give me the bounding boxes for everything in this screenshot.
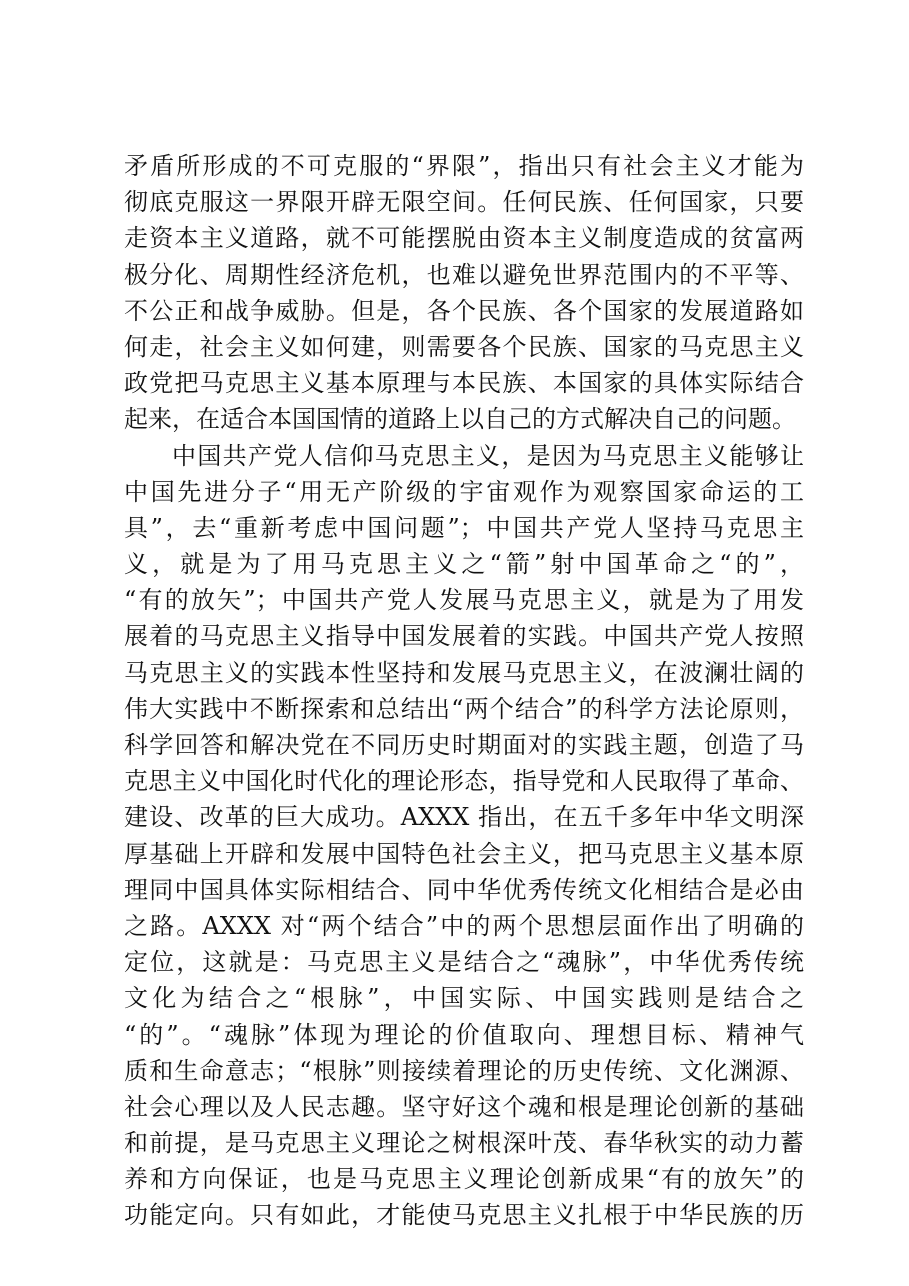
text-line: 功能定向。只有如此，才能使马克思主义扎根于中华民族的历	[124, 1201, 804, 1230]
text-line: 之路。AXXX 对“两个结合”中的两个思想层面作出了明确的	[124, 911, 804, 940]
body-text	[124, 148, 804, 1234]
text-line: 彻底克服这一界限开辟无限空间。任何民族、任何国家，只要	[124, 188, 804, 217]
text-line: 质和生命意志；“根脉”则接续着理论的历史传统、文化渊源、	[124, 1056, 804, 1085]
text-line: 不公正和战争威胁。但是，各个民族、各个国家的发展道路如	[124, 296, 804, 325]
text-line: 厚基础上开辟和发展中国特色社会主义，把马克思主义基本原	[124, 839, 804, 868]
text-line: 定位，这就是：马克思主义是结合之“魂脉”，中华优秀传统	[124, 948, 804, 977]
text-line: 矛盾所形成的不可克服的“界限”，指出只有社会主义才能为	[124, 152, 804, 180]
text-line: 政党把马克思主义基本原理与本民族、本国家的具体实际结合	[124, 369, 804, 398]
text-line: 具”，去“重新考虑中国问题”；中国共产党人坚持马克思主	[124, 513, 804, 542]
text-line: 建设、改革的巨大成功。AXXX 指出，在五千多年中华文明深	[124, 803, 804, 832]
text-line: 理同中国具体实际相结合、同中华优秀传统文化相结合是必由	[124, 875, 804, 904]
text-line: 文化为结合之“根脉”，中国实际、中国实践则是结合之	[124, 984, 804, 1013]
text-line: 走资本主义道路，就不可能摆脱由资本主义制度造成的贫富两	[124, 224, 804, 253]
text-line: 马克思主义的实践本性坚持和发展马克思主义，在波澜壮阔的	[124, 658, 804, 687]
text-line: “有的放矢”；中国共产党人发展马克思主义，就是为了用发	[124, 586, 804, 615]
text-line: “的”。“魂脉”体现为理论的价值取向、理想目标、精神气	[124, 1020, 804, 1049]
text-line: 伟大实践中不断探索和总结出“两个结合”的科学方法论原则，	[124, 694, 804, 723]
text-line: 展着的马克思主义指导中国发展着的实践。中国共产党人按照	[124, 622, 804, 651]
text-line: 中国先进分子“用无产阶级的宇宙观作为观察国家命运的工	[124, 477, 804, 506]
text-line: 科学回答和解决党在不同历史时期面对的实践主题，创造了马	[124, 731, 804, 759]
text-line: 何走，社会主义如何建，则需要各个民族、国家的马克思主义	[124, 332, 804, 361]
paragraph-start-line: 中国共产党人信仰马克思主义，是因为马克思主义能够让	[172, 441, 804, 470]
text-line: 义，就是为了用马克思主义之“箭”射中国革命之“的”，	[124, 550, 804, 579]
text-line: 克思主义中国化时代化的理论形态，指导党和人民取得了革命、	[124, 767, 804, 796]
text-line: 起来，在适合本国国情的道路上以自己的方式解决自己的问题。	[124, 405, 796, 434]
text-line: 养和方向保证，也是马克思主义理论创新成果“有的放矢”的	[124, 1165, 804, 1194]
text-line: 和前提，是马克思主义理论之树根深叶茂、春华秋实的动力蓄	[124, 1129, 804, 1158]
text-line: 极分化、周期性经济危机，也难以避免世界范围内的不平等、	[124, 260, 804, 289]
text-line: 社会心理以及人民志趣。坚守好这个魂和根是理论创新的基础	[124, 1092, 804, 1121]
